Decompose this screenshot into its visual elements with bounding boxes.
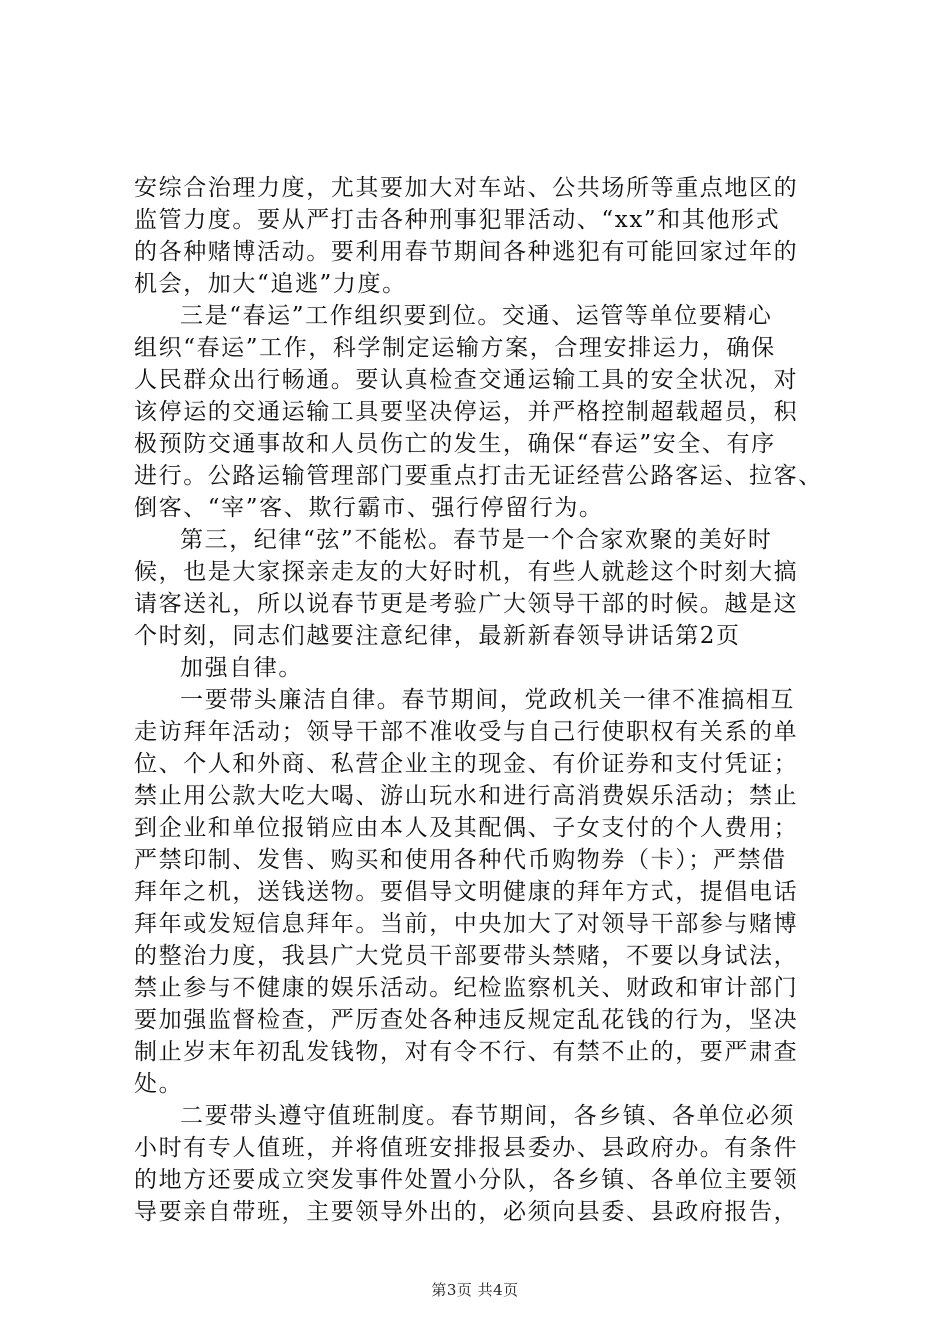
text-line: 进行。公路运输管理部门要重点打击无证经营公路客运、拉客、 [134,463,823,489]
text-line: 到企业和单位报销应由本人及其配偶、子女支付的个人费用； [134,815,799,841]
text-line: 机会，加大“追逃”力度。 [134,271,407,297]
text-line: 导要亲自带班，主要领导外出的，必须向县委、县政府报告， [134,1199,799,1225]
text-line: 要加强监督检查，严厉查处各种违反规定乱花钱的行为，坚决 [134,1007,799,1033]
text-line: 加强自律。 [180,655,303,681]
text-line: 该停运的交通运输工具要坚决停运，并严格控制超载超员，积 [134,399,799,425]
text-line: 制止岁末年初乱发钱物，对有令不行、有禁不止的，要严肃查 [134,1039,799,1065]
text-line: 拜年之机，送钱送物。要倡导文明健康的拜年方式，提倡电话 [134,879,799,905]
text-line: 人民群众出行畅通。要认真检查交通运输工具的安全状况，对 [134,367,799,393]
text-line: 位、个人和外商、私营企业主的现金、有价证券和支付凭证； [134,751,799,777]
text-line: 严禁印制、发售、购买和使用各种代币购物券（卡）；严禁借 [134,847,787,873]
text-line: 一要带头廉洁自律。春节期间，党政机关一律不准搞相互 [180,687,795,713]
text-line: 的整治力度，我县广大党员干部要带头禁赌，不要以身试法， [134,943,799,969]
text-line: 二要带头遵守值班制度。春节期间，各乡镇、各单位必须 [180,1103,795,1129]
page-footer: 第3页 共4页 [431,1281,519,1299]
text-line: 小时有专人值班，并将值班安排报县委办、县政府办。有条件 [134,1135,799,1161]
text-line: 安综合治理力度，尤其要加大对车站、公共场所等重点地区的 [134,175,799,201]
text-line: 的地方还要成立突发事件处置小分队，各乡镇、各单位主要领 [134,1167,799,1193]
text-line: 候，也是大家探亲走友的大好时机，有些人就趁这个时刻大搞 [134,559,799,585]
text-line: 处。 [134,1071,184,1097]
text-line: 个时刻，同志们越要注意纪律，最新新春领导讲话第2页 [134,623,741,649]
text-line: 禁止参与不健康的娱乐活动。纪检监察机关、财政和审计部门 [134,975,799,1001]
text-line: 监管力度。要从严打击各种刑事犯罪活动、“xx”和其他形式 [134,207,781,233]
text-line: 的各种赌博活动。要利用春节期间各种逃犯有可能回家过年的 [134,239,799,265]
text-line: 走访拜年活动；领导干部不准收受与自己行使职权有关系的单 [134,719,799,745]
text-line: 倒客、“宰”客、欺行霸市、强行停留行为。 [134,495,604,521]
text-line: 三是“春运”工作组织要到位。交通、运管等单位要精心 [180,303,773,329]
text-line: 禁止用公款大吃大喝、游山玩水和进行高消费娱乐活动；禁止 [134,783,799,809]
text-line: 极预防交通事故和人员伤亡的发生，确保“春运”安全、有序 [134,431,776,457]
text-line: 第三，纪律“弦”不能松。春节是一个合家欢聚的美好时 [180,527,773,553]
text-line: 组织“春运”工作，科学制定运输方案，合理安排运力，确保 [134,335,776,361]
text-line: 请客送礼，所以说春节更是考验广大领导干部的时候。越是这 [134,591,799,617]
text-line: 拜年或发短信息拜年。当前，中央加大了对领导干部参与赌博 [134,911,799,937]
body-text [134,172,824,1228]
